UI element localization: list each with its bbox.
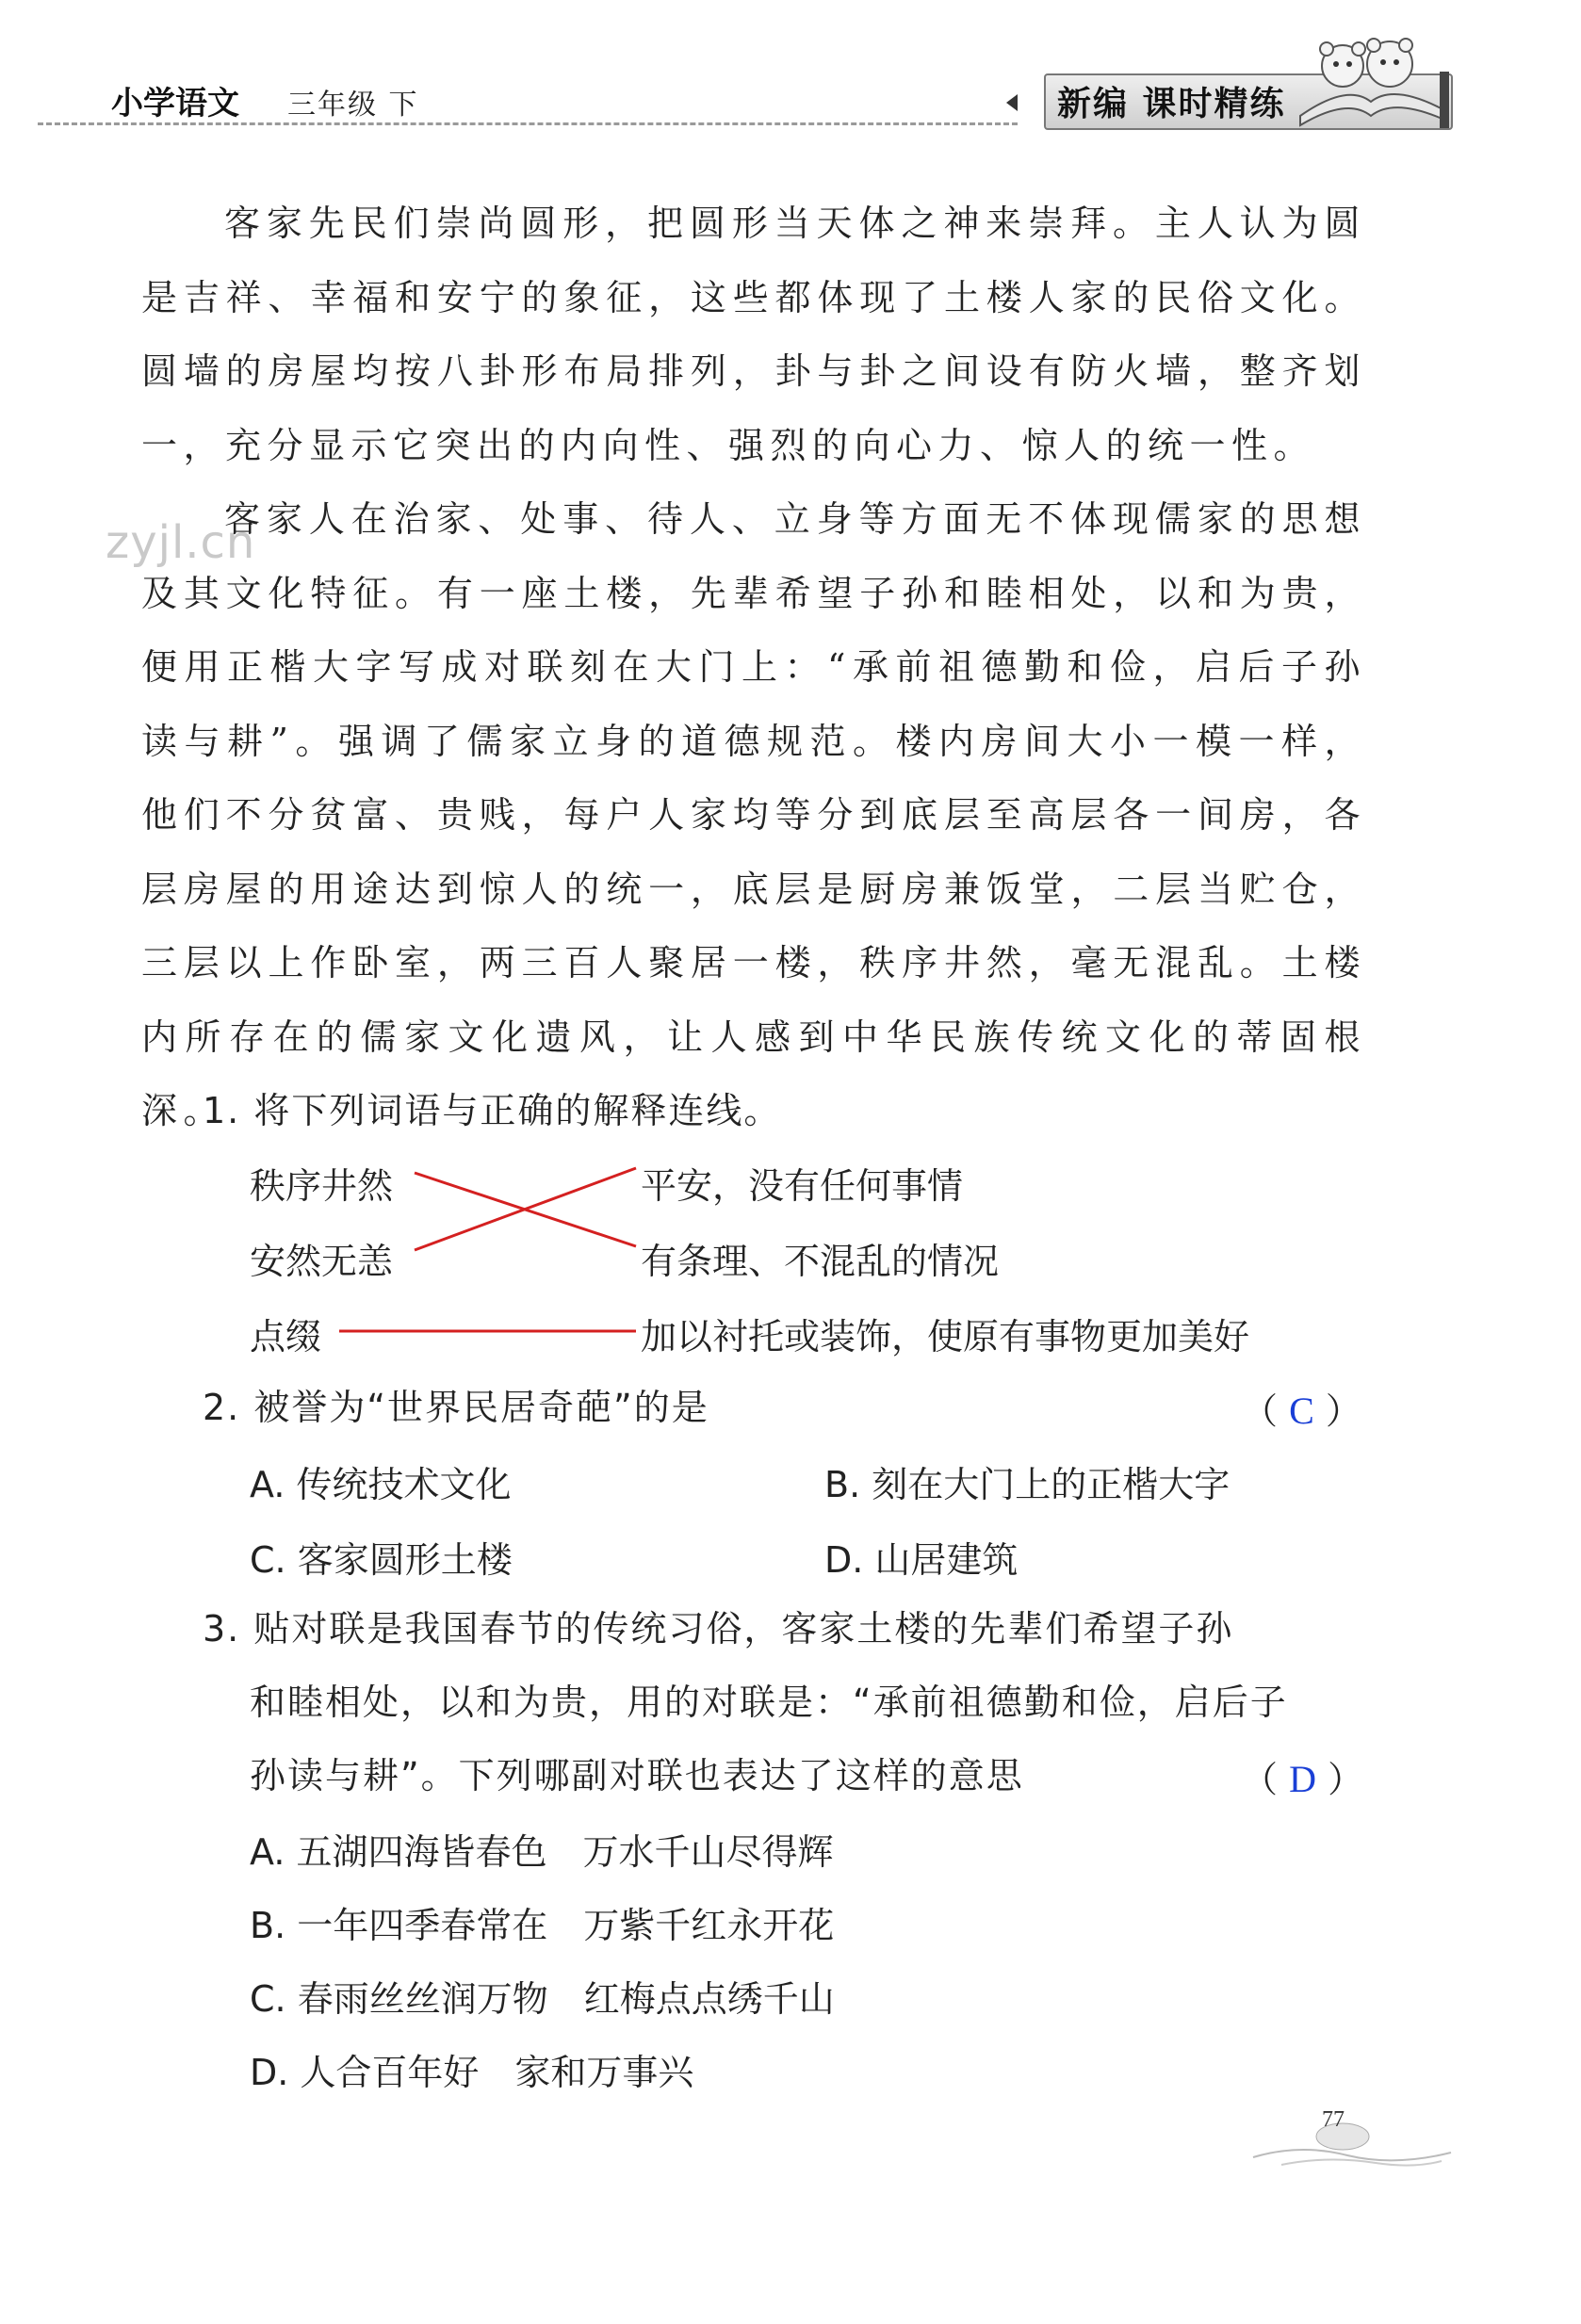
q1-match-lines [330,1145,650,1361]
watermark: zyjl.cn [106,516,256,569]
q3-stem-line-3: 孙读与耕”。下列哪副对联也表达了这样的意思 [250,1755,1024,1796]
q2-option-c: C. 客家圆形土楼 [250,1539,513,1581]
header-arrow-icon [1006,94,1018,111]
q2-answer: C [1289,1390,1314,1432]
q1-stem: 1. 将下列词语与正确的解释连线。 [203,1090,782,1131]
q3-option-b: B. 一年四季春常在 万紫千红永开花 [250,1905,835,1946]
q2-option-d: D. 山居建筑 [824,1539,1019,1581]
passage-paragraph-2: 客家人在治家、处事、待人、立身等方面无不体现儒家的思想及其文化特征。有一座土楼，先辈希望子孙和睦相处，以和为贵，便用正楷大字写成对联刻在大门上：“承前祖德勤和俭，启后子孙读与耕”。强调了儒家立身的道德规范。楼内房间大小一模一样，他们不分贫富、贵贱，每户人家均等分到底层至高层各一间房，各层房屋的用途达到惊人的统一，底层是厨房兼饭堂，二层当贮仓，三层以上作卧室，两三百人聚居一楼，秩序井然，毫无混乱。土楼内所存在的儒家文化遗风，让人感到中华民族传统文化的蒂固根深。 [141,498,1366,1131]
q2-option-a: A. 传统技术文化 [250,1464,512,1505]
page-number-decoration-icon [1244,2120,1460,2176]
q1-def-1: 平安，没有任何事情 [641,1165,964,1207]
book-mascot-icon [1291,26,1451,130]
page-number: 77 [1322,2107,1345,2132]
q3-answer: D [1289,1758,1316,1800]
q1-term-1: 秩序井然 [250,1165,394,1207]
paren-open: （ [1242,1759,1279,1800]
page-header [0,0,1581,151]
header-dashed-rule [38,122,1018,125]
series-title: 新编 课时精练 [1057,85,1286,123]
q2-option-b: B. 刻在大门上的正楷大字 [824,1464,1231,1505]
q3-stem-line-2: 和睦相处，以和为贵，用的对联是：“承前祖德勤和俭，启后子 [250,1682,1288,1723]
q1-term-3: 点缀 [250,1316,322,1357]
q3-option-d: D. 人合百年好 家和万事兴 [250,2052,694,2093]
q3-option-c: C. 春雨丝丝润万物 红梅点点绣千山 [250,1978,835,2020]
match-line-2 [415,1168,636,1250]
subject-title: 小学语文 [111,85,239,122]
q3-option-a: A. 五湖四海皆春色 万水千山尽得辉 [250,1831,834,1873]
q2-answer-box [1242,1382,1361,1434]
grade-label: 三年级 下 [287,89,419,122]
q3-stem-line-1: 3. 贴对联是我国春节的传统习俗，客家土楼的先辈们希望子孙 [203,1608,1234,1650]
header-end-bar [1440,72,1449,128]
q1-def-3: 加以衬托或装饰，使原有事物更加美好 [641,1316,1250,1357]
q2-stem: 2. 被誉为“世界民居奇葩”的是 [203,1387,709,1428]
paren-close: ） [1325,1390,1361,1432]
q1-def-2: 有条理、不混乱的情况 [641,1241,1000,1282]
paren-close: ） [1328,1759,1364,1800]
q1-term-2: 安然无恙 [250,1241,394,1282]
paren-open: （ [1242,1390,1279,1432]
q3-answer-box [1242,1750,1363,1802]
passage-paragraph-1: 客家先民们崇尚圆形，把圆形当天体之神来崇拜。主人认为圆是吉祥、幸福和安宁的象征，这些都体现了土楼人家的民俗文化。圆墙的房屋均按八卦形布局排列，卦与卦之间设有防火墙，整齐划一，充分显示它突出的内向性、强烈的向心力、惊人的统一性。 [141,203,1366,466]
